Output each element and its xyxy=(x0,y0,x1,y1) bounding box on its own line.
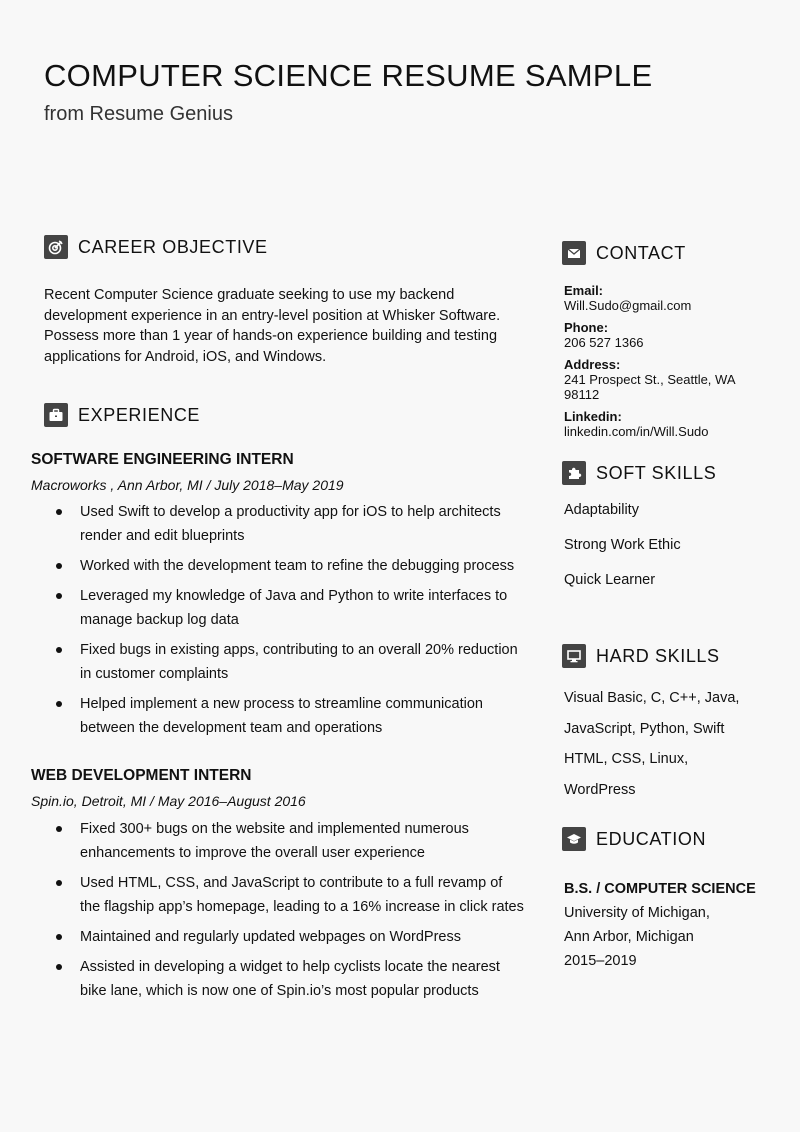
contact-heading xyxy=(562,241,686,265)
contact-details xyxy=(564,284,764,447)
job-title: WEB DEVELOPMENT INTERN xyxy=(31,767,252,784)
resume-header xyxy=(44,58,744,126)
address-line2: 98112 xyxy=(564,387,600,402)
experience-heading xyxy=(44,403,200,427)
section-title: CONTACT xyxy=(596,242,686,263)
list-item: Strong Work Ethic xyxy=(564,537,681,553)
list-item: Used Swift to develop a productivity app for iOS to help architects render and edit blueprints xyxy=(56,500,526,548)
list-item: Fixed 300+ bugs on the website and implemented numerous enhancements to improve the overall user experience xyxy=(56,817,526,865)
soft-skills-list xyxy=(564,500,774,591)
email-label: Email: xyxy=(564,283,604,298)
career-objective-heading xyxy=(44,235,268,259)
list-item: Fixed bugs in existing apps, contributing to an overall 20% reduction in customer complaints xyxy=(56,638,526,686)
school-location: Ann Arbor, Michigan xyxy=(564,929,694,945)
hard-skills-heading xyxy=(562,644,720,668)
list-item: Worked with the development team to refine the debugging process xyxy=(56,554,526,578)
monitor-icon xyxy=(562,644,586,668)
job-bullets xyxy=(56,500,526,746)
page-title: COMPUTER SCIENCE RESUME SAMPLE xyxy=(44,58,653,93)
page-subtitle: from Resume Genius xyxy=(44,103,233,125)
briefcase-icon xyxy=(44,403,68,427)
school: University of Michigan, xyxy=(564,905,710,921)
job-meta: Macroworks , Ann Arbor, MI / July 2018–May 2019 xyxy=(31,477,344,493)
section-title: HARD SKILLS xyxy=(596,645,720,666)
list-item: JavaScript, Python, Swift xyxy=(564,720,725,737)
section-title: CAREER OBJECTIVE xyxy=(78,236,268,257)
list-item: Assisted in developing a widget to help cyclists locate the nearest bike lane, which is now one of Spin.io’s most popular products xyxy=(56,955,526,1003)
section-title: SOFT SKILLS xyxy=(596,462,717,483)
phone-label: Phone: xyxy=(564,320,609,335)
list-item: Adaptability xyxy=(564,502,639,518)
puzzle-icon xyxy=(562,461,586,485)
graduation-cap-icon xyxy=(562,827,586,851)
job-meta: Spin.io, Detroit, MI / May 2016–August 2016 xyxy=(31,793,306,809)
hard-skills-list xyxy=(564,688,774,801)
career-objective-text: Recent Computer Science graduate seeking to use my backend development experience in an entry-level position at Whisker Software. Possess more than 1 year of hands-on experience building and testing applications for Android, iOS, and Windows. xyxy=(44,287,501,365)
section-title: EXPERIENCE xyxy=(78,404,201,425)
envelope-icon xyxy=(562,241,586,265)
education-years: 2015–2019 xyxy=(564,953,637,969)
email-value[interactable]: Will.Sudo@gmail.com xyxy=(564,298,692,313)
section-title: EDUCATION xyxy=(596,828,707,849)
target-icon xyxy=(44,235,68,259)
linkedin-value[interactable]: linkedin.com/in/Will.Sudo xyxy=(564,424,709,439)
list-item: HTML, CSS, Linux, xyxy=(564,751,689,767)
list-item: Maintained and regularly updated webpages on WordPress xyxy=(56,925,526,949)
soft-skills-heading xyxy=(562,461,716,485)
list-item: WordPress xyxy=(564,781,636,798)
list-item: Helped implement a new process to streamline communication between the development team and operations xyxy=(56,692,526,740)
list-item: Visual Basic, C, C++, Java, xyxy=(564,690,740,706)
job-title: SOFTWARE ENGINEERING INTERN xyxy=(31,451,294,468)
list-item: Used HTML, CSS, and JavaScript to contribute to a full revamp of the flagship app’s homepage, leading to a 16% increase in click rates xyxy=(56,871,526,919)
list-item: Quick Learner xyxy=(564,572,656,588)
phone-value: 206 527 1366 xyxy=(564,335,644,350)
linkedin-label: Linkedin: xyxy=(564,409,622,424)
education-details xyxy=(564,877,784,973)
education-heading xyxy=(562,827,706,851)
job-bullets xyxy=(56,817,526,1009)
list-item: Leveraged my knowledge of Java and Python to write interfaces to manage backup log data xyxy=(56,584,526,632)
address-label: Address: xyxy=(564,357,621,372)
address-line1: 241 Prospect St., Seattle, WA xyxy=(564,372,736,387)
degree: B.S. / COMPUTER SCIENCE xyxy=(564,881,756,897)
